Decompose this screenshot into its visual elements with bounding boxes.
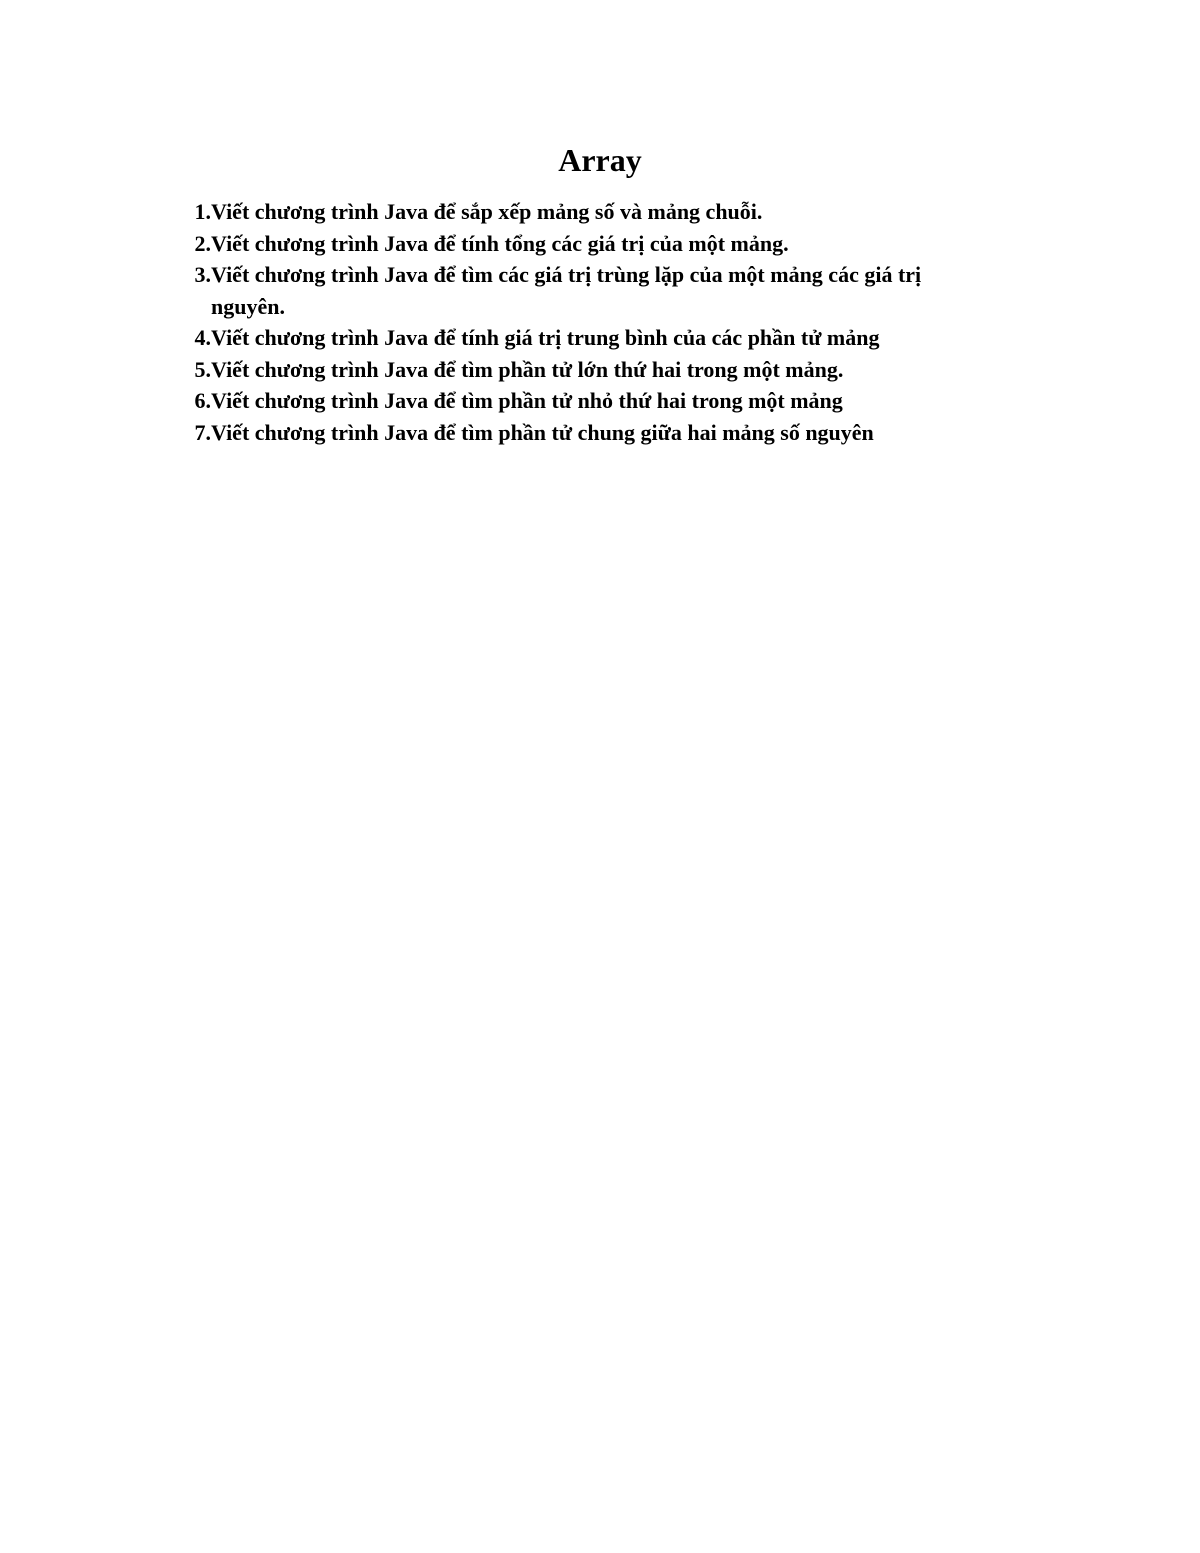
list-item-text: Viết chương trình Java để tìm phần tử chung giữa hai mảng số nguyên (211, 419, 874, 445)
list-item-number: 1. (194, 199, 211, 224)
list-item-number: 6. (194, 388, 211, 413)
list-item (166, 417, 996, 449)
list-item (166, 228, 996, 260)
list-item-text: Viết chương trình Java để sắp xếp mảng số và mảng chuỗi. (211, 199, 763, 224)
exercise-list (166, 196, 996, 448)
list-item-number: 2. (194, 230, 211, 256)
list-item-number: 7. (194, 419, 211, 445)
list-item-text: Viết chương trình Java để tìm phần tử nhỏ thứ hai trong một mảng (211, 388, 843, 413)
list-item (166, 259, 996, 322)
list-item-number: 3. (194, 262, 211, 287)
list-item-text: Viết chương trình Java để tính giá trị trung bình của các phần tử mảng (211, 325, 880, 350)
list-item (166, 354, 996, 386)
list-item-text: Viết chương trình Java để tính tổng các giá trị của một mảng. (211, 230, 789, 256)
list-item-text: Viết chương trình Java để tìm các giá trị trùng lặp của một mảng các giá trị nguyên. (211, 262, 922, 319)
list-item (166, 322, 996, 354)
list-item-text: Viết chương trình Java để tìm phần tử lớn thứ hai trong một mảng. (211, 356, 844, 382)
list-item-number: 5. (194, 356, 211, 382)
list-item (166, 196, 996, 228)
list-item-number: 4. (194, 325, 211, 350)
page-title: Array (558, 142, 642, 178)
list-item (166, 385, 996, 417)
